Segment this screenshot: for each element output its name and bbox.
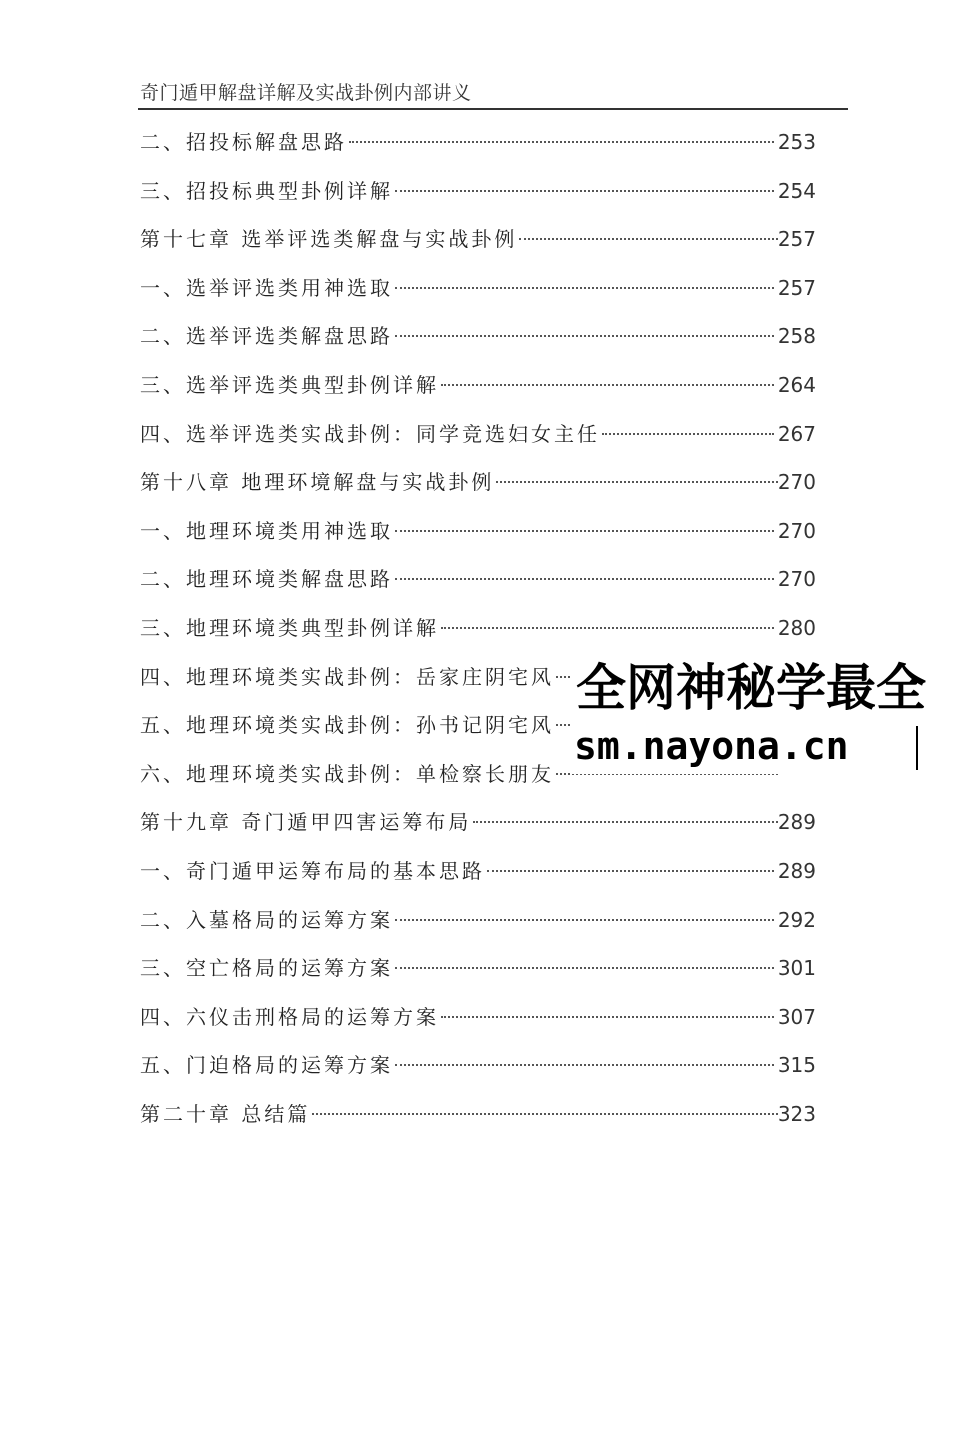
toc-page-number: 270 [777,518,816,543]
toc-section-entry [140,361,816,410]
toc-page-number: 270 [777,470,816,495]
toc-entry-title: 二、选举评选类解盘思路 [140,324,393,349]
text-cursor [916,726,918,770]
toc-entry-title: 三、招投标典型卦例详解 [140,178,393,203]
toc-entry-title: 二、地理环境类解盘思路 [140,567,393,592]
running-header: 奇门遁甲解盘详解及实战卦例内部讲义 [140,82,472,104]
toc-section-entry [140,555,816,604]
toc-page-number: 315 [777,1053,816,1078]
toc-entry-title: 五、地理环境类实战卦例：孙书记阴宅风 [140,713,554,738]
toc-page-number: 289 [777,810,816,835]
toc-chapter-entry [140,458,816,507]
toc-section-entry [140,167,816,216]
toc-entry-title: 五、门迫格局的运筹方案 [140,1053,393,1078]
dot-leader [496,481,777,483]
toc-entry-title: 二、入墓格局的运筹方案 [140,907,393,932]
dot-leader [349,141,774,143]
toc-section-entry [140,896,816,945]
toc-section-entry [140,118,816,167]
toc-entry-title: 一、地理环境类用神选取 [140,518,393,543]
watermark-overlay [572,656,976,774]
toc-section-entry [140,507,816,556]
dot-leader [312,1113,777,1115]
watermark-url: sm.nayona.cn [574,724,849,768]
toc-entry-title: 四、选举评选类实战卦例：同学竞选妇女主任 [140,421,600,446]
dot-leader [395,287,774,289]
header-rule [138,108,848,110]
dot-leader [441,1016,774,1018]
toc-page-number: 289 [777,858,816,883]
toc-entry-title: 四、地理环境类实战卦例：岳家庄阴宅风 [140,664,554,689]
watermark-slogan: 全网神秘学最全 [576,659,926,717]
toc-entry-title: 第十七章 选举评选类解盘与实战卦例 [140,227,518,252]
toc-section-entry [140,944,816,993]
dot-leader [395,530,774,532]
toc-page-number: 257 [777,275,816,300]
toc-section-entry [140,312,816,361]
toc-section-entry [140,847,816,896]
dot-leader [519,238,777,240]
toc-entry-title: 第二十章 总结篇 [140,1101,311,1126]
toc-section-entry [140,410,816,459]
toc-page-number: 280 [777,615,816,640]
toc-section-entry [140,1041,816,1090]
toc-section-entry [140,264,816,313]
toc-page-number: 323 [777,1101,816,1126]
toc-entry-title: 一、奇门遁甲运筹布局的基本思路 [140,858,485,883]
toc-page-number: 307 [777,1004,816,1029]
toc-entry-title: 一、选举评选类用神选取 [140,275,393,300]
dot-leader [395,919,774,921]
dot-leader [473,821,777,823]
dot-leader [395,1064,774,1066]
toc-page-number: 258 [777,324,816,349]
toc-entry-title: 第十八章 地理环境解盘与实战卦例 [140,470,495,495]
dot-leader [602,433,774,435]
toc-page-number: 257 [777,227,816,252]
toc-entry-title: 二、招投标解盘思路 [140,130,347,154]
toc-page-number: 254 [777,178,816,203]
toc-entry-title: 第十九章 奇门遁甲四害运筹布局 [140,810,472,835]
dot-leader [441,384,774,386]
toc-entry-title: 三、选举评选类典型卦例详解 [140,372,439,397]
toc-page-number: 253 [777,130,816,154]
dot-leader [395,967,774,969]
toc-page-number: 270 [777,567,816,592]
dot-leader [395,335,774,337]
dot-leader [395,190,774,192]
toc-page-number: 267 [777,421,816,446]
toc-entry-title: 三、地理环境类典型卦例详解 [140,615,439,640]
toc-entry-title: 三、空亡格局的运筹方案 [140,956,393,981]
table-of-contents [140,118,816,1138]
toc-chapter-entry [140,1090,816,1139]
dot-leader [395,578,774,580]
toc-entry-title: 四、六仪击刑格局的运筹方案 [140,1004,439,1029]
toc-page-number: 292 [777,907,816,932]
dot-leader [487,870,774,872]
dot-leader [441,627,774,629]
toc-entry-title: 六、地理环境类实战卦例：单检察长朋友 [140,761,554,786]
toc-page-number: 301 [777,956,816,981]
toc-section-entry [140,993,816,1042]
toc-page-number: 264 [777,372,816,397]
toc-chapter-entry [140,215,816,264]
toc-chapter-entry [140,798,816,847]
toc-section-entry [140,604,816,653]
